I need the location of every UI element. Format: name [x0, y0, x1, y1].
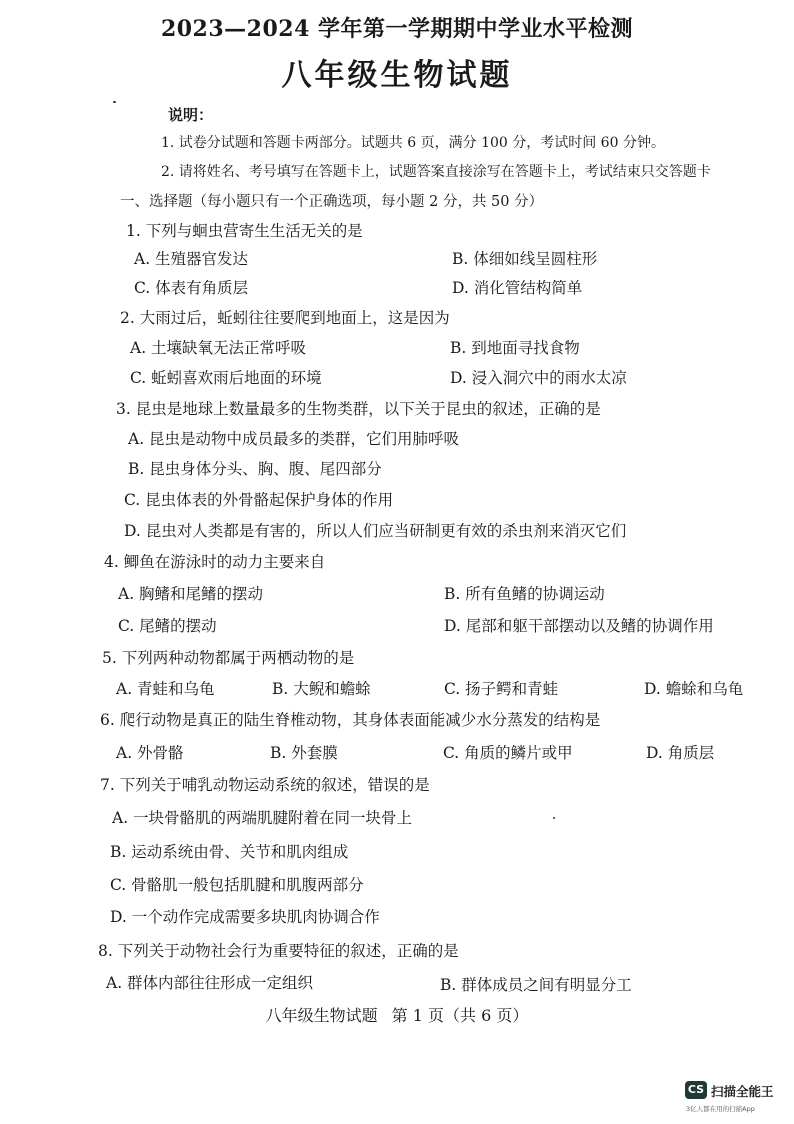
question-option: C. 骨骼肌一般包括肌腱和肌腹两部分	[110, 876, 364, 894]
question-option: B. 所有鱼鳍的协调运动	[444, 585, 605, 603]
question-option: C. 扬子鳄和青蛙	[444, 680, 559, 698]
question-stem: 4. 鲫鱼在游泳时的动力主要来自	[104, 553, 326, 571]
question-option: D. 浸入洞穴中的雨水太凉	[450, 369, 627, 387]
question-option: C. 蚯蚓喜欢雨后地面的环境	[130, 369, 322, 387]
question-option: A. 外骨骼	[116, 744, 184, 762]
camscanner-logo-icon: CS	[685, 1081, 707, 1099]
question-option: B. 外套膜	[270, 744, 338, 762]
footer-page-number: 第 1 页（共 6 页）	[391, 1006, 529, 1025]
subject-title: 八年级生物试题	[281, 58, 513, 93]
question-option: D. 蟾蜍和乌龟	[644, 680, 744, 698]
question-option: C. 尾鳍的摆动	[118, 617, 217, 635]
question-stem: 2. 大雨过后，蚯蚓往往要爬到地面上，这是因为	[120, 309, 450, 327]
question-option: D. 昆虫对人类都是有害的，所以人们应当研制更有效的杀虫剂来消灭它们	[124, 522, 627, 540]
question-stem: 7. 下列关于哺乳动物运动系统的叙述，错误的是	[100, 776, 430, 794]
question-stem: 5. 下列两种动物都属于两栖动物的是	[102, 649, 355, 667]
question-option: C. 角质的鳞片或甲	[443, 744, 573, 762]
section-heading: 一、选择题（每小题只有一个正确选项，每小题 2 分，共 50 分）	[120, 194, 544, 210]
question-option: A. 群体内部往往形成一定组织	[106, 974, 314, 992]
question-option: B. 到地面寻找食物	[450, 339, 580, 357]
watermark-brand: 扫描全能王	[711, 1084, 774, 1099]
question-option: A. 昆虫是动物中成员最多的类群，它们用肺呼吸	[128, 430, 460, 448]
question-option: C. 体表有角质层	[134, 279, 249, 297]
notes-heading: 说明：	[168, 106, 214, 124]
question-option: A. 胸鳍和尾鳍的摆动	[118, 585, 264, 603]
question-option: A. 青蛙和乌龟	[116, 680, 215, 698]
footer-subject: 八年级生物试题	[265, 1006, 378, 1025]
question-option: D. 消化管结构简单	[452, 279, 583, 297]
question-option: A. 生殖器官发达	[134, 250, 249, 268]
question-option: B. 昆虫身体分头、胸、腹、尾四部分	[128, 460, 382, 478]
question-option: B. 运动系统由骨、关节和肌肉组成	[110, 843, 349, 861]
scan-speck	[113, 101, 116, 103]
question-stem: 3. 昆虫是地球上数量最多的生物类群，以下关于昆虫的叙述，正确的是	[116, 400, 601, 418]
note-item: 1. 试卷分试题和答题卡两部分。试题共 6 页，满分 100 分，考试时间 60 分钟。	[161, 135, 665, 151]
question-option: A. 一块骨骼肌的两端肌腱附着在同一块骨上	[112, 809, 413, 827]
question-stem: 6. 爬行动物是真正的陆生脊椎动物，其身体表面能减少水分蒸发的结构是	[100, 711, 601, 729]
scan-speck	[553, 817, 555, 819]
page-footer	[0, 1003, 794, 1026]
question-option: B. 体细如线呈圆柱形	[452, 250, 598, 268]
question-option: C. 昆虫体表的外骨骼起保护身体的作用	[124, 491, 394, 509]
question-option: D. 尾部和躯干部摆动以及鳍的协调作用	[444, 617, 714, 635]
question-option: B. 群体成员之间有明显分工	[440, 976, 632, 994]
question-option: A. 土壤缺氧无法正常呼吸	[130, 339, 307, 357]
watermark-tagline: 3亿人都在用的扫描App	[686, 1105, 755, 1113]
note-item: 2. 请将姓名、考号填写在答题卡上，试题答案直接涂写在答题卡上，考试结束只交答题卡	[161, 164, 711, 180]
question-stem: 1. 下列与蛔虫营寄生生活无关的是	[126, 222, 363, 240]
question-option: D. 一个动作完成需要多块肌肉协调合作	[110, 908, 380, 926]
exam-title: 2023—2024 学年第一学期期中学业水平检测	[160, 16, 634, 42]
question-option: B. 大鲵和蟾蜍	[272, 680, 371, 698]
question-option: D. 角质层	[646, 744, 715, 762]
question-stem: 8. 下列关于动物社会行为重要特征的叙述，正确的是	[98, 942, 459, 960]
